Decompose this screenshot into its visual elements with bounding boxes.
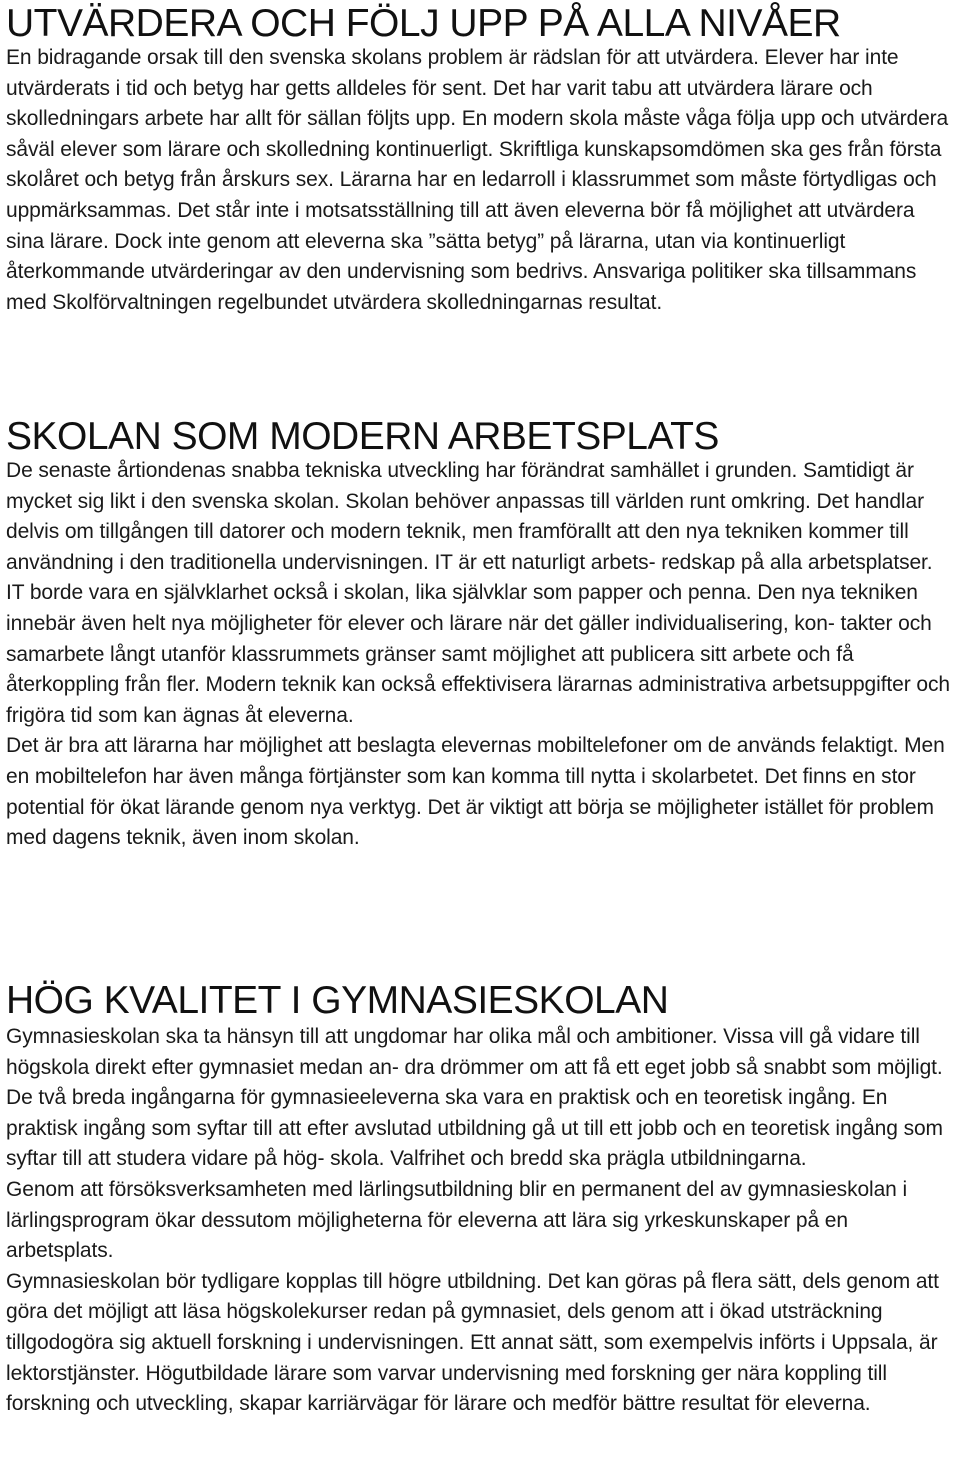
section-body [6,43,956,318]
section-heading: SKOLAN SOM MODERN ARBETSPLATS [6,415,719,458]
paragraph: Genom att försöksverksamheten med lärlingsutbildning blir en permanent del av gymnasieskolan i lärlingsprogram ökar dessutom möjligheterna för eleverna att lära sig yrkeskunskaper på en arbetsplats. [6,1177,908,1263]
paragraph: Gymnasieskolan ska ta hänsyn till att ungdomar har olika mål och ambitioner. Vissa vill gå vidare till högskola direkt efter gymnasiet medan an- dra drömmer om att få ett eget jobb så snabbt som möjligt. De två breda ingångarna för gymnasieeleverna ska vara en praktisk och en teoretisk ingång. En praktisk ingång som syftar till att efter avslutad utbildning gå ut till ett jobb och en teoretisk ingång som syftar till att studera vidare på hög- skola. Valfrihet och bredd ska prägla utbildningarna. [6,1025,943,1171]
paragraph: Gymnasieskolan bör tydligare kopplas till högre utbildning. Det kan göras på flera sätt, dels genom att göra det möjligt att läsa högskolekurser redan på gymnasiet, dels genom att i ökad utsträckning tillgodogöra sig aktuell forskning i undervisningen. Ett annat sätt, som exempelvis införts i Uppsala, är lektorstjänster. Högutbildade lärare som varvar undervisning med forskning ger nära koppling till forskning och utveckling, skapar karriärvägar för lärare och medför bättre resultat för eleverna. [6,1269,939,1416]
paragraph: Det är bra att lärarna har möjlighet att beslagta elevernas mobiltelefoner om de används felaktigt. Men en mobiltelefon har även många förtjänster som kan komma till nytta i skolarbetet. Det finns en stor potential för ökat lärande genom nya verktyg. Det är viktigt att börja se möjligheter istället för problem med dagens teknik, även inom skolan. [6,734,945,850]
paragraph: En bidragande orsak till den svenska skolans problem är rädslan för att utvärdera. Elever har inte utvärderats i tid och betyg har getts alldeles för sent. Det har varit tabu att utvärdera lärare och skolledningars arbete har allt för sällan följts upp. En modern skola måste våga följa upp och utvärdera såväl elever som lärare och skolledning kontinuerligt. Skriftliga kunskapsomdömen ska ges från första skolåret och betyg från årskurs sex. Lärarna har en ledarroll i klassrummet som måste förtydligas och uppmärksammas. Det står inte i motsatsställning till att även eleverna bör få möjlighet att utvärdera sina lärare. Dock inte genom att eleverna ska ”sätta betyg” på lärarna, utan via kontinuerligt återkommande utvärderingar av den undervisning som bedrivs. Ansvariga politiker ska tillsammans med Skolförvaltningen regelbundet utvärdera skolledningarnas resultat. [6,46,949,314]
section-body [6,1022,956,1420]
section-heading: HÖG KVALITET I GYMNASIESKOLAN [6,979,669,1022]
paragraph: De senaste årtiondenas snabba tekniska utveckling har förändrat samhället i grunden. Samtidigt är mycket sig likt i den svenska skolan. Skolan behöver anpassas till världen runt omkring. Det handlar delvis om tillgången till datorer och modern teknik, men framförallt att den nya tekniken kommer till användning i den traditionella undervisningen. IT är ett naturligt arbets- redskap på alla arbetsplatser. IT borde vara en självklarhet också i skolan, lika självklar som papper och penna. Den nya tekniken innebär även helt nya möjligheter för elever och lärare när det gäller individualisering, kon- takter och samarbete långt utanför klassrummets gränser samt möjlighet att publicera sitt arbete och få återkoppling från fler. Modern teknik kan också effektivisera lärarnas administrativa arbetsuppgifter och frigöra tid som kan ägnas åt eleverna. [6,459,950,727]
section-heading: UTVÄRDERA OCH FÖLJ UPP PÅ ALLA NIVÅER [6,2,841,45]
section-body [6,456,956,854]
